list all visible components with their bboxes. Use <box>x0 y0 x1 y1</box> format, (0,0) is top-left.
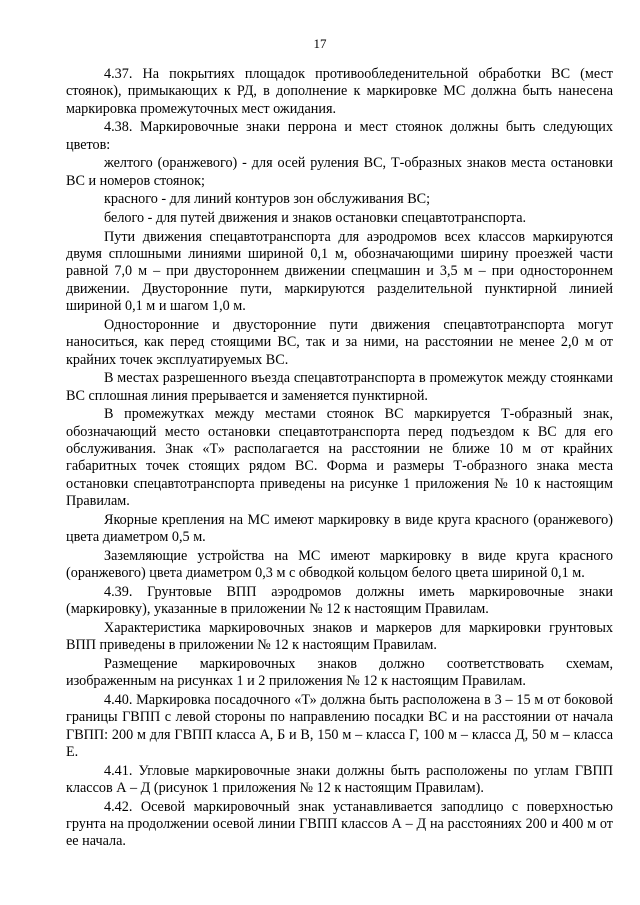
paragraph-red-color: красного - для линий контуров зон обслуживания ВС; <box>104 191 431 208</box>
paragraph-4-40: 4.40. Маркировка посадочного «Т» должна быть расположена в 3 – 15 м от боковой границы ГВПП с левой стороны по направлению посадки ВС и на расстоянии от начала ГВПП: 200 м для ГВПП класса А, Б и В, 150 м – класса Г, 100 м – класса Д, 50 м – класса Е. <box>66 691 613 761</box>
paragraph-vehicle-paths: Пути движения спецавтотранспорта для аэродромов всех классов маркируются двумя сплошными линиями шириной 0,1 м, обозначающими ширину проезжей части равной 7,0 м – при двустороннем движении спецмашин и 3,5 м – при одностороннем движении. Двусторонние пути, маркируются разделительной пунктирной линией шириной 0,1 м и шагом 1,0 м. <box>66 228 613 315</box>
paragraph-4-37: 4.37. На покрытиях площадок противообледенительной обработки ВС (мест стоянок), примыкающих к РД, в дополнение к маркировке МС должна быть нанесена маркировка промежуточных мест ожидания. <box>66 66 613 117</box>
paragraph-4-39: 4.39. Грунтовые ВПП аэродромов должны иметь маркировочные знаки (маркировку), указанные в приложении № 12 к настоящим Правилам. <box>66 583 613 618</box>
paragraph-entry-points: В местах разрешенного въезда спецавтотранспорта в промежуток между стоянками ВС сплошная линия прерывается и заменяется пунктирной. <box>66 370 613 404</box>
document-body <box>66 66 613 852</box>
paragraph-t-sign: В промежутках между местами стоянок ВС маркируется Т-образный знак, обозначающий место остановки спецавтотранспорта перед подъездом к ВС для его обслуживания. Знак «Т» располагается на расстоянии не ближе 10 м от крайних габаритных точек стоящих рядом ВС. Форма и размеры Т-образного знака места остановки спецавтотранспорта приведены на рисунке 1 приложения № 10 к настоящим Правилам. <box>66 406 613 510</box>
paragraph-4-41: 4.41. Угловые маркировочные знаки должны быть расположены по углам ГВПП классов А – Д (рисунок 1 приложения № 12 к настоящим Правилам). <box>66 762 613 797</box>
paragraph-yellow-color: желтого (оранжевого) - для осей руления ВС, Т-образных знаков места остановки ВС и номеров стоянок; <box>66 155 613 189</box>
page-number: 17 <box>313 36 327 51</box>
paragraph-white-color: белого - для путей движения и знаков остановки спецавтотранспорта. <box>104 210 527 226</box>
paragraph-anchor-marking: Якорные крепления на МС имеют маркировку в виде круга красного (оранжевого) цвета диаметром 0,5 м. <box>66 511 613 546</box>
paragraph-4-38: 4.38. Маркировочные знаки перрона и мест стоянок должны быть следующих цветов: <box>66 119 613 153</box>
paragraph-grounding-marking: Заземляющие устройства на МС имеют маркировку в виде круга красного (оранжевого) цвета диаметром 0,3 м с обводкой кольцом белого цвета шириной 0,1 м. <box>66 547 613 582</box>
paragraph-marker-characteristics: Характеристика маркировочных знаков и маркеров для маркировки грунтовых ВПП приведены в приложении № 12 к настоящим Правилам. <box>66 619 613 654</box>
paragraph-4-42: 4.42. Осевой маркировочный знак устанавливается заподлицо с поверхностью грунта на продолжении осевой линии ГВПП классов А – Д на расстояниях 200 и 400 м от ее начала. <box>66 798 613 850</box>
paragraph-marker-placement: Размещение маркировочных знаков должно соответствовать схемам, изображенным на рисунках 1 и 2 приложения № 12 к настоящим Правилам. <box>66 655 613 690</box>
paragraph-paths-placement: Односторонние и двусторонние пути движения спецавтотранспорта могут наноситься, как перед стоящими ВС, так и за ними, на расстоянии не менее 2,0 м от крайних точек эксплуатируемых ВС. <box>66 316 613 368</box>
